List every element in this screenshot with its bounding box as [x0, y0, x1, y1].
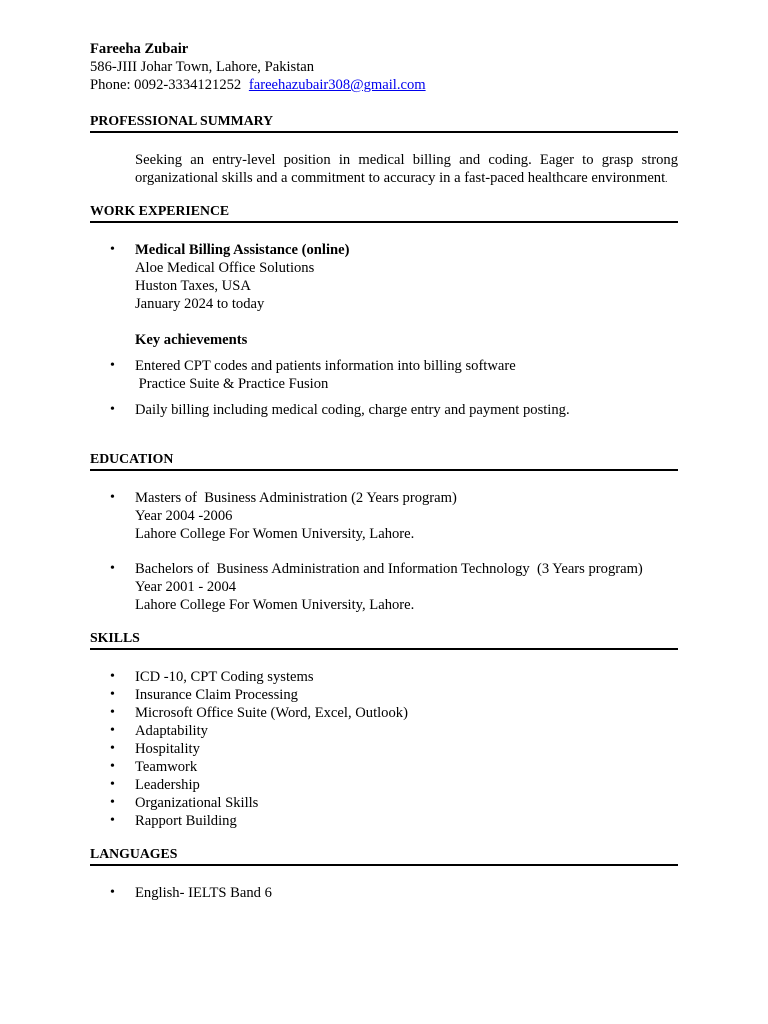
skill-label: Microsoft Office Suite (Word, Excel, Outlook) [135, 705, 408, 721]
education-entry [90, 489, 678, 543]
skill-item [90, 740, 678, 758]
achievement-text: Entered CPT codes and patients information into billing software [135, 358, 516, 374]
degree-school: Lahore College For Women University, Lahore. [135, 526, 415, 542]
contact-line [90, 76, 678, 94]
achievement-text: Daily billing including medical coding, charge entry and payment posting. [135, 402, 570, 418]
achievements-list [90, 357, 678, 419]
bullet-icon: • [110, 777, 115, 792]
job-company: Aloe Medical Office Solutions [135, 260, 315, 276]
skill-label: Adaptability [135, 723, 208, 739]
degree-school: Lahore College For Women University, Lahore. [135, 597, 415, 613]
summary-section [90, 112, 678, 188]
language-label: English- IELTS Band 6 [135, 885, 272, 901]
achievement-item [90, 401, 678, 419]
bullet-icon: • [110, 705, 115, 720]
skill-item [90, 776, 678, 794]
job-title: Medical Billing Assistance (online) [135, 242, 350, 258]
languages-list [90, 884, 678, 902]
skills-section [90, 629, 678, 830]
section-title-skills: SKILLS [90, 629, 678, 650]
section-title-work: WORK EXPERIENCE [90, 202, 678, 223]
achievement-item [90, 357, 678, 393]
section-title-languages: LANGUAGES [90, 845, 678, 866]
address-line: 586-JIII Johar Town, Lahore, Pakistan [90, 59, 315, 75]
bullet-icon: • [110, 490, 115, 505]
bullet-icon: • [110, 402, 115, 417]
education-entry [90, 560, 678, 614]
email-link[interactable]: fareehazubair308@gmail.com [248, 77, 426, 93]
skills-list [90, 668, 678, 830]
skill-item [90, 812, 678, 830]
education-list [90, 489, 678, 614]
bullet-icon: • [110, 358, 115, 373]
languages-section [90, 845, 678, 902]
bullet-icon: • [110, 687, 115, 702]
bullet-icon: • [110, 885, 115, 900]
bullet-icon: • [110, 669, 115, 684]
degree-name: Masters of Business Administration (2 Years program) [135, 490, 457, 506]
phone-text: Phone: 0092-3334121252 [90, 77, 242, 93]
achievements-heading: Key achievements [135, 332, 248, 348]
skill-label: Leadership [135, 777, 200, 793]
skill-item [90, 668, 678, 686]
education-section [90, 450, 678, 614]
skill-label: ICD -10, CPT Coding systems [135, 669, 314, 685]
bullet-icon: • [110, 759, 115, 774]
language-item [90, 884, 678, 902]
bullet-icon: • [110, 795, 115, 810]
bullet-icon: • [110, 242, 115, 257]
summary-text [135, 151, 678, 188]
job-dates: January 2024 to today [135, 296, 265, 312]
resume-page [90, 40, 678, 902]
skill-item [90, 794, 678, 812]
section-title-education: EDUCATION [90, 450, 678, 471]
skill-item [90, 758, 678, 776]
job-location: Huston Taxes, USA [135, 278, 251, 294]
summary-body: Seeking an entry-level position in medical billing and coding. Eager to grasp strong organizational skills and a commitment to accuracy in a fast-paced healthcare environment [135, 152, 678, 186]
bullet-icon: • [110, 723, 115, 738]
section-title-summary: PROFESSIONAL SUMMARY [90, 112, 678, 133]
job-entry [90, 241, 678, 313]
summary-period: . [665, 174, 668, 184]
skill-label: Organizational Skills [135, 795, 259, 811]
candidate-name: Fareeha Zubair [90, 41, 189, 57]
degree-years: Year 2001 - 2004 [135, 579, 237, 595]
bullet-icon: • [110, 741, 115, 756]
work-section [90, 202, 678, 419]
bullet-icon: • [110, 561, 115, 576]
skill-label: Hospitality [135, 741, 200, 757]
skill-label: Rapport Building [135, 813, 237, 829]
skill-item [90, 686, 678, 704]
degree-name: Bachelors of Business Administration and Information Technology (3 Years program) [135, 561, 643, 577]
bullet-icon: • [110, 813, 115, 828]
skill-item [90, 722, 678, 740]
work-list [90, 241, 678, 313]
skill-label: Insurance Claim Processing [135, 687, 298, 703]
skill-item [90, 704, 678, 722]
degree-years: Year 2004 -2006 [135, 508, 233, 524]
achievement-text-continued: Practice Suite & Practice Fusion [135, 376, 329, 392]
skill-label: Teamwork [135, 759, 198, 775]
